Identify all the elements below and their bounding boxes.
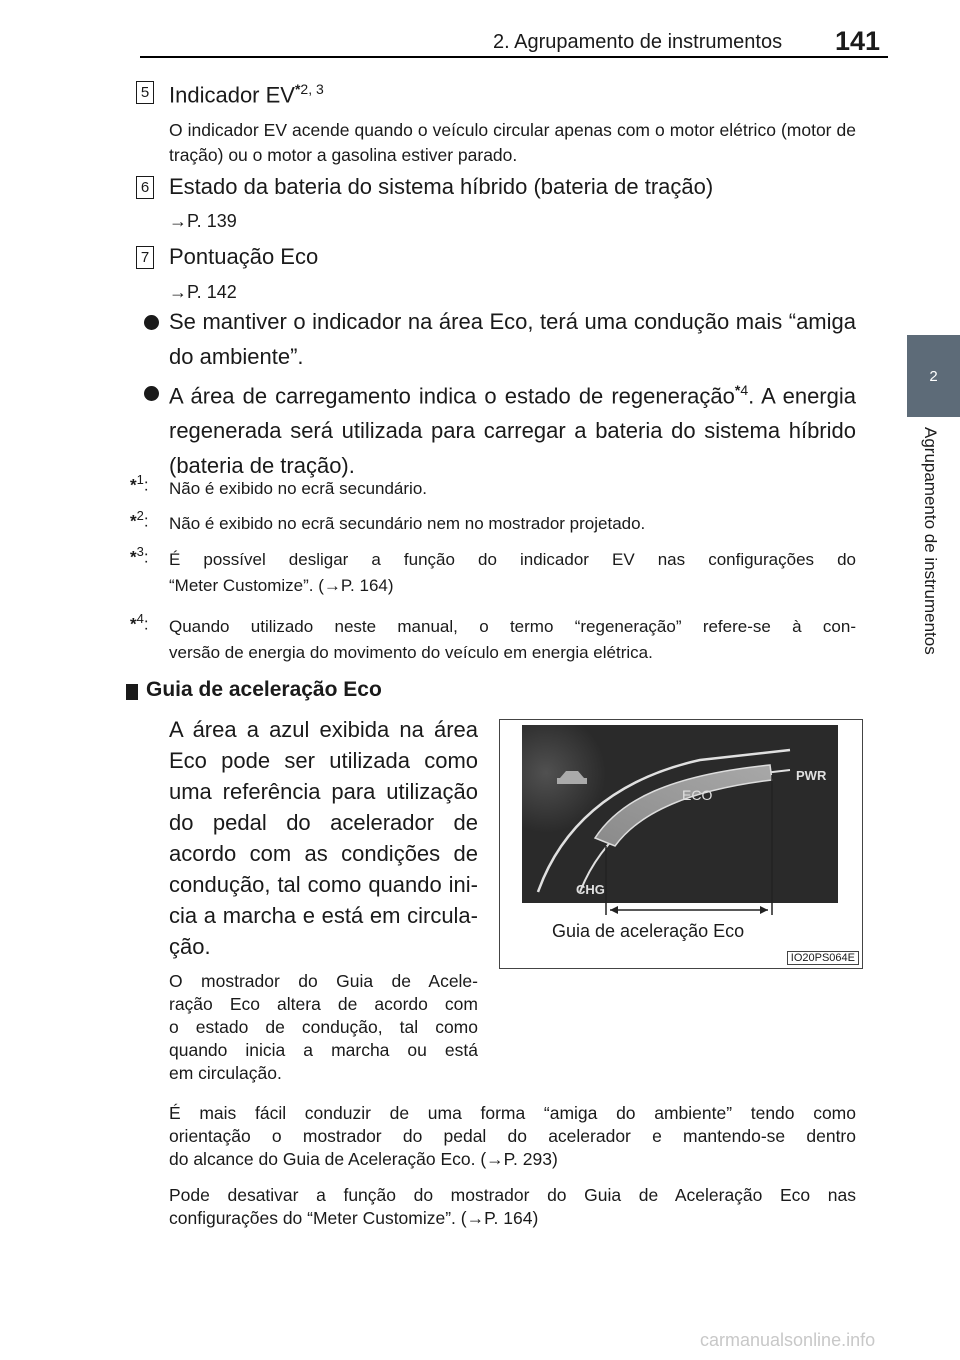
section-paragraph-1 <box>169 1102 856 1171</box>
section-marker <box>126 684 138 700</box>
footnote-marker-2: *$^2$: <box>130 508 149 531</box>
item-number-6: 6 <box>136 176 154 199</box>
bullet-text-eco-area: Se mantiver o indicador na área Eco, terá uma condução mais “amiga do ambiente”. <box>169 309 856 369</box>
section-body-line: uma referência para utilização <box>169 779 478 804</box>
chapter-title: 2. Agrupamento de instrumentos <box>493 31 783 53</box>
section-small-line: quando inicia a marcha ou está <box>169 1040 478 1060</box>
bullet-dot <box>144 315 159 330</box>
footnote-text-2: Não é exibido no ecrã secundário nem no mostrador projetado. <box>169 514 646 533</box>
section-body-line: Eco pode ser utilizada como <box>169 748 478 773</box>
chapter-tab-label: Agrupamento de instrumentos <box>921 427 940 655</box>
section-body-line: acordo com as condições de <box>169 841 478 866</box>
section-body-line: A área a azul exibida na área <box>169 717 478 742</box>
section-body-line: cia a marcha e está em circula- <box>169 903 478 928</box>
item-number-7: 7 <box>136 246 154 269</box>
section-title: Guia de aceleração Eco <box>146 678 382 701</box>
footnote-text-4-line1: Quando utilizado neste manual, o termo “regeneração” refere-se à con- <box>169 617 856 636</box>
footnote-marker-1: *$^1$: <box>130 472 149 495</box>
footnote-marker-3: *$^3$: <box>130 544 149 567</box>
section-body-line: ção. <box>169 934 211 959</box>
eco-label: ECO <box>682 787 713 803</box>
paragraph-line: orientação o mostrador do pedal do acelerador e mantendo-se dentro <box>169 1126 856 1146</box>
watermark: carmanualsonline.info <box>700 1330 876 1350</box>
chapter-tab-number: 2 <box>929 367 938 385</box>
section-paragraph-2 <box>169 1184 856 1230</box>
footnote-marker-4: *$^4$: <box>130 611 149 634</box>
paragraph-line: configurações do “Meter Customize”. (→P. 164) <box>169 1208 539 1228</box>
footnote-text-1: Não é exibido no ecrã secundário. <box>169 479 427 498</box>
section-body <box>169 714 478 962</box>
item-text-ev: O indicador EV acende quando o veículo circular apenas com o motor elétrico (motor de tração) ou o motor a gasolina estiver parado. <box>169 120 856 165</box>
section-small-line: em circulação. <box>169 1063 282 1083</box>
chapter-tab-label-area <box>907 417 960 717</box>
figure-caption: Guia de aceleração Eco <box>552 921 745 941</box>
footnote-text-3-line1: É possível desligar a função do indicador EV nas configurações do <box>169 550 856 569</box>
bullet-text-charge-area: A área de carregamento indica o estado de regeneração$^{*4}$. A energia regenerada será utilizada para carregar a bateria do sistema híbrido (bateria de tração). <box>169 382 856 479</box>
figure-code: IO20PS064E <box>787 951 859 965</box>
chapter-tab[interactable] <box>907 335 960 417</box>
chg-label: CHG <box>576 882 605 897</box>
item-title-ev: Indicador EV$^{*2, 3}$ <box>169 81 324 108</box>
section-small-text <box>169 970 478 1085</box>
paragraph-line: É mais fácil conduzir de uma forma “amiga do ambiente” tendo como <box>169 1103 856 1123</box>
eco-guide-figure <box>499 719 863 969</box>
pwr-label: PWR <box>796 768 827 783</box>
item-title-eco-score: Pontuação Eco <box>169 244 319 269</box>
item-title-battery: Estado da bateria do sistema híbrido (bateria de tração) <box>169 174 714 199</box>
section-small-line: O mostrador do Guia de Acele- <box>169 971 478 991</box>
bullet-dot <box>144 386 159 401</box>
section-small-line: o estado de condução, tal como <box>169 1017 478 1037</box>
item-ref-battery[interactable]: →P. 139 <box>169 211 237 231</box>
paragraph-line: Pode desativar a função do mostrador do Guia de Aceleração Eco nas <box>169 1185 856 1205</box>
section-body-line: do pedal do acelerador de <box>169 810 478 835</box>
header-rule <box>140 56 888 58</box>
paragraph-line: do alcance do Guia de Aceleração Eco. (→P. 293) <box>169 1149 558 1169</box>
footnote-text-3-line2: “Meter Customize”. (→P. 164) <box>169 576 394 595</box>
section-body-line: condução, tal como quando ini- <box>169 872 478 897</box>
page-number: 141 <box>835 26 881 56</box>
section-small-line: ração Eco altera de acordo com <box>169 994 478 1014</box>
item-number-5: 5 <box>136 81 154 104</box>
item-ref-eco-score[interactable]: →P. 142 <box>169 282 237 302</box>
footnote-text-4-line2: versão de energia do movimento do veículo em energia elétrica. <box>169 643 653 662</box>
